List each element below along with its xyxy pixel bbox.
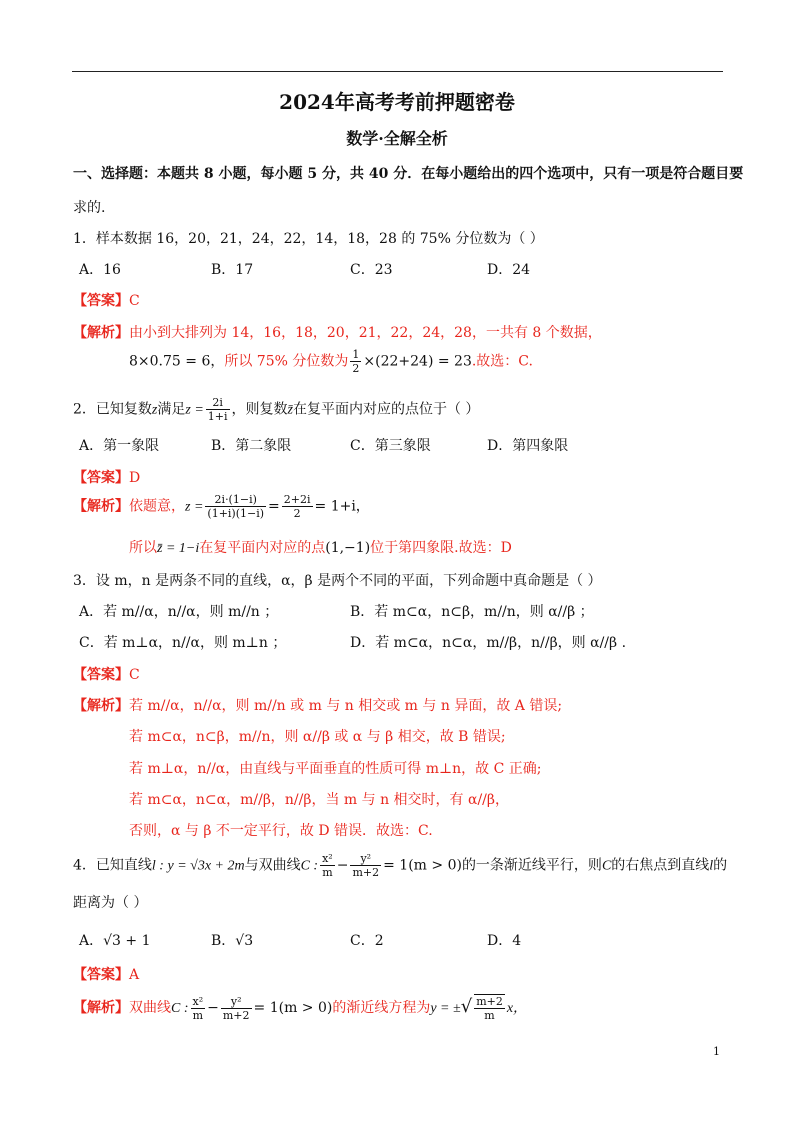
q3-analysis-line3: 若 m⊥α，n//α，由直线与平面垂直的性质可得 m⊥n，故 C 正确;	[129, 761, 542, 777]
q3-option-d: D．若 m⊂α，n⊂α，m//β，n//β，则 α//β .	[350, 635, 627, 651]
question-3-stem: 3．设 m，n 是两条不同的直线，α，β 是两个不同的平面，下列命题中真命题是（ ）	[73, 573, 602, 589]
fraction: $\frac{2+2i}{2}$	[283, 493, 311, 520]
section-heading-line1: 一、选择题：本题共 8 小题，每小题 5 分，共 40 分．在每小题给出的四个选项中，只有一项是符合题目要	[73, 166, 744, 182]
fraction: $\frac{\text{x²}}{m}$	[322, 852, 333, 879]
q3-analysis-line4: 若 m⊂α，n⊂α，m//β，n//β，当 m 与 n 相交时，有 α//β，	[129, 792, 509, 808]
q1-analysis-line2	[129, 348, 533, 375]
page-title: 2024年高考考前押题密卷	[279, 90, 515, 114]
question-4-stem: 4．已知直线l : y = √3x + 2m与双曲线C : $\frac{\text{x²}}{m}$ − $\frac{\text{y²}}{m+2}$ = 1(m > 0)的一条渐近线平行，则C的右焦点到直线l的	[73, 852, 728, 879]
q4-option-b: B．√3	[211, 933, 254, 949]
fraction: $\frac{2i}{1+i}$	[207, 396, 228, 423]
q4-option-a: A．√3 + 1	[79, 933, 151, 949]
math-expr: 8×0.75 = 6，	[129, 353, 225, 370]
header-rule	[72, 71, 723, 72]
q1-answer	[73, 290, 140, 310]
fraction: $\frac{\text{x²}}{m}$	[192, 994, 204, 1022]
q3-analysis-line5: 否则，α 与 β 不一定平行，故 D 错误．故选：C.	[129, 823, 433, 839]
question-4-stem-line2: 距离为（ ）	[73, 895, 148, 911]
q2-analysis-line1: 【解析】依题意，z = $\frac{2i\cdot(1-i)}{(1+i)(1-i)}$ = $\frac{2+2i}{2}$ = 1+i，	[73, 493, 370, 520]
q3-analysis-line1: 【解析】若 m//α，n//α，则 m//n 或 m 与 n 相交或 m 与 n 异面，故 A 错误;	[73, 698, 563, 714]
analysis-text: 由小到大排列为 14，16，18，20，21，22，24，28，一共有 8 个数据，	[129, 325, 602, 341]
page-number: 1	[713, 1045, 720, 1058]
q3-analysis-line2: 若 m⊂α，n⊂β，m//n，则 α//β 或 α 与 β 相交，故 B 错误;	[129, 729, 506, 745]
q2-analysis-line2: 所以z̄ = 1−i在复平面内对应的点(1,−1)位于第四象限.故选：D	[129, 540, 512, 556]
q2-option-d: D．第四象限	[487, 438, 569, 454]
q4-answer: 【答案】A	[73, 967, 140, 983]
analysis-tag: 【解析】	[73, 325, 129, 341]
q1-option-d: D．24	[487, 262, 531, 278]
q4-option-c: C．2	[350, 933, 384, 949]
q1-option-a: A．16	[79, 262, 121, 278]
q4-analysis-line1: 【解析】双曲线C : $\frac{\text{x²}}{m}$ − $\frac{\text{y²}}{m+2}$ = 1(m > 0)的渐近线方程为y = ±√ $\frac{m+2}{m}$ x，	[73, 994, 528, 1022]
question-1-stem: 1．样本数据 16，20，21，24，22，14，18，28 的 75% 分位数为（ ）	[73, 231, 544, 247]
q2-option-b: B．第二象限	[211, 438, 292, 454]
q1-option-c: C．23	[350, 262, 393, 278]
fraction: $\frac{2i\cdot(1-i)}{(1+i)(1-i)}$	[207, 493, 265, 520]
q4-option-d: D．4	[487, 933, 522, 949]
analysis-text: .故选：C.	[471, 353, 533, 370]
q1-analysis-line1	[73, 322, 602, 342]
q2-option-a: A．第一象限	[79, 438, 160, 454]
fraction: $\frac{\text{y²}}{m+2}$	[352, 852, 380, 879]
q3-option-b: B．若 m⊂α，n⊂β，m//n，则 α//β ；	[350, 604, 594, 620]
q2-option-c: C．第三象限	[350, 438, 431, 454]
sqrt-icon: √	[460, 996, 473, 1017]
math-expr: ×(22+24) = 23	[363, 353, 472, 370]
answer-tag: 【答案】	[73, 293, 129, 309]
analysis-text: 所以 75% 分位数为	[224, 353, 349, 370]
fraction: $\frac{m+2}{m}$	[476, 995, 503, 1022]
q3-option-c: C．若 m⊥α，n//α，则 m⊥n ；	[79, 635, 287, 651]
q1-option-b: B．17	[211, 262, 254, 278]
q3-answer: 【答案】C	[73, 667, 140, 683]
page-subtitle: 数学·全解全析	[346, 129, 448, 148]
fraction: $\frac{\text{y²}}{m+2}$	[222, 994, 250, 1022]
fraction: $\frac{1}{2}$	[352, 348, 360, 375]
q2-answer: 【答案】D	[73, 470, 141, 486]
q3-option-a: A．若 m//α，n//α，则 m//n ；	[79, 604, 279, 620]
section-heading-line2: 求的.	[73, 200, 106, 216]
question-2-stem: 2．已知复数z满足z = $\frac{2i}{1+i}$ ，则复数z̄在复平面内对应的点位于（ ）	[73, 396, 480, 423]
answer-value: C	[129, 293, 140, 309]
